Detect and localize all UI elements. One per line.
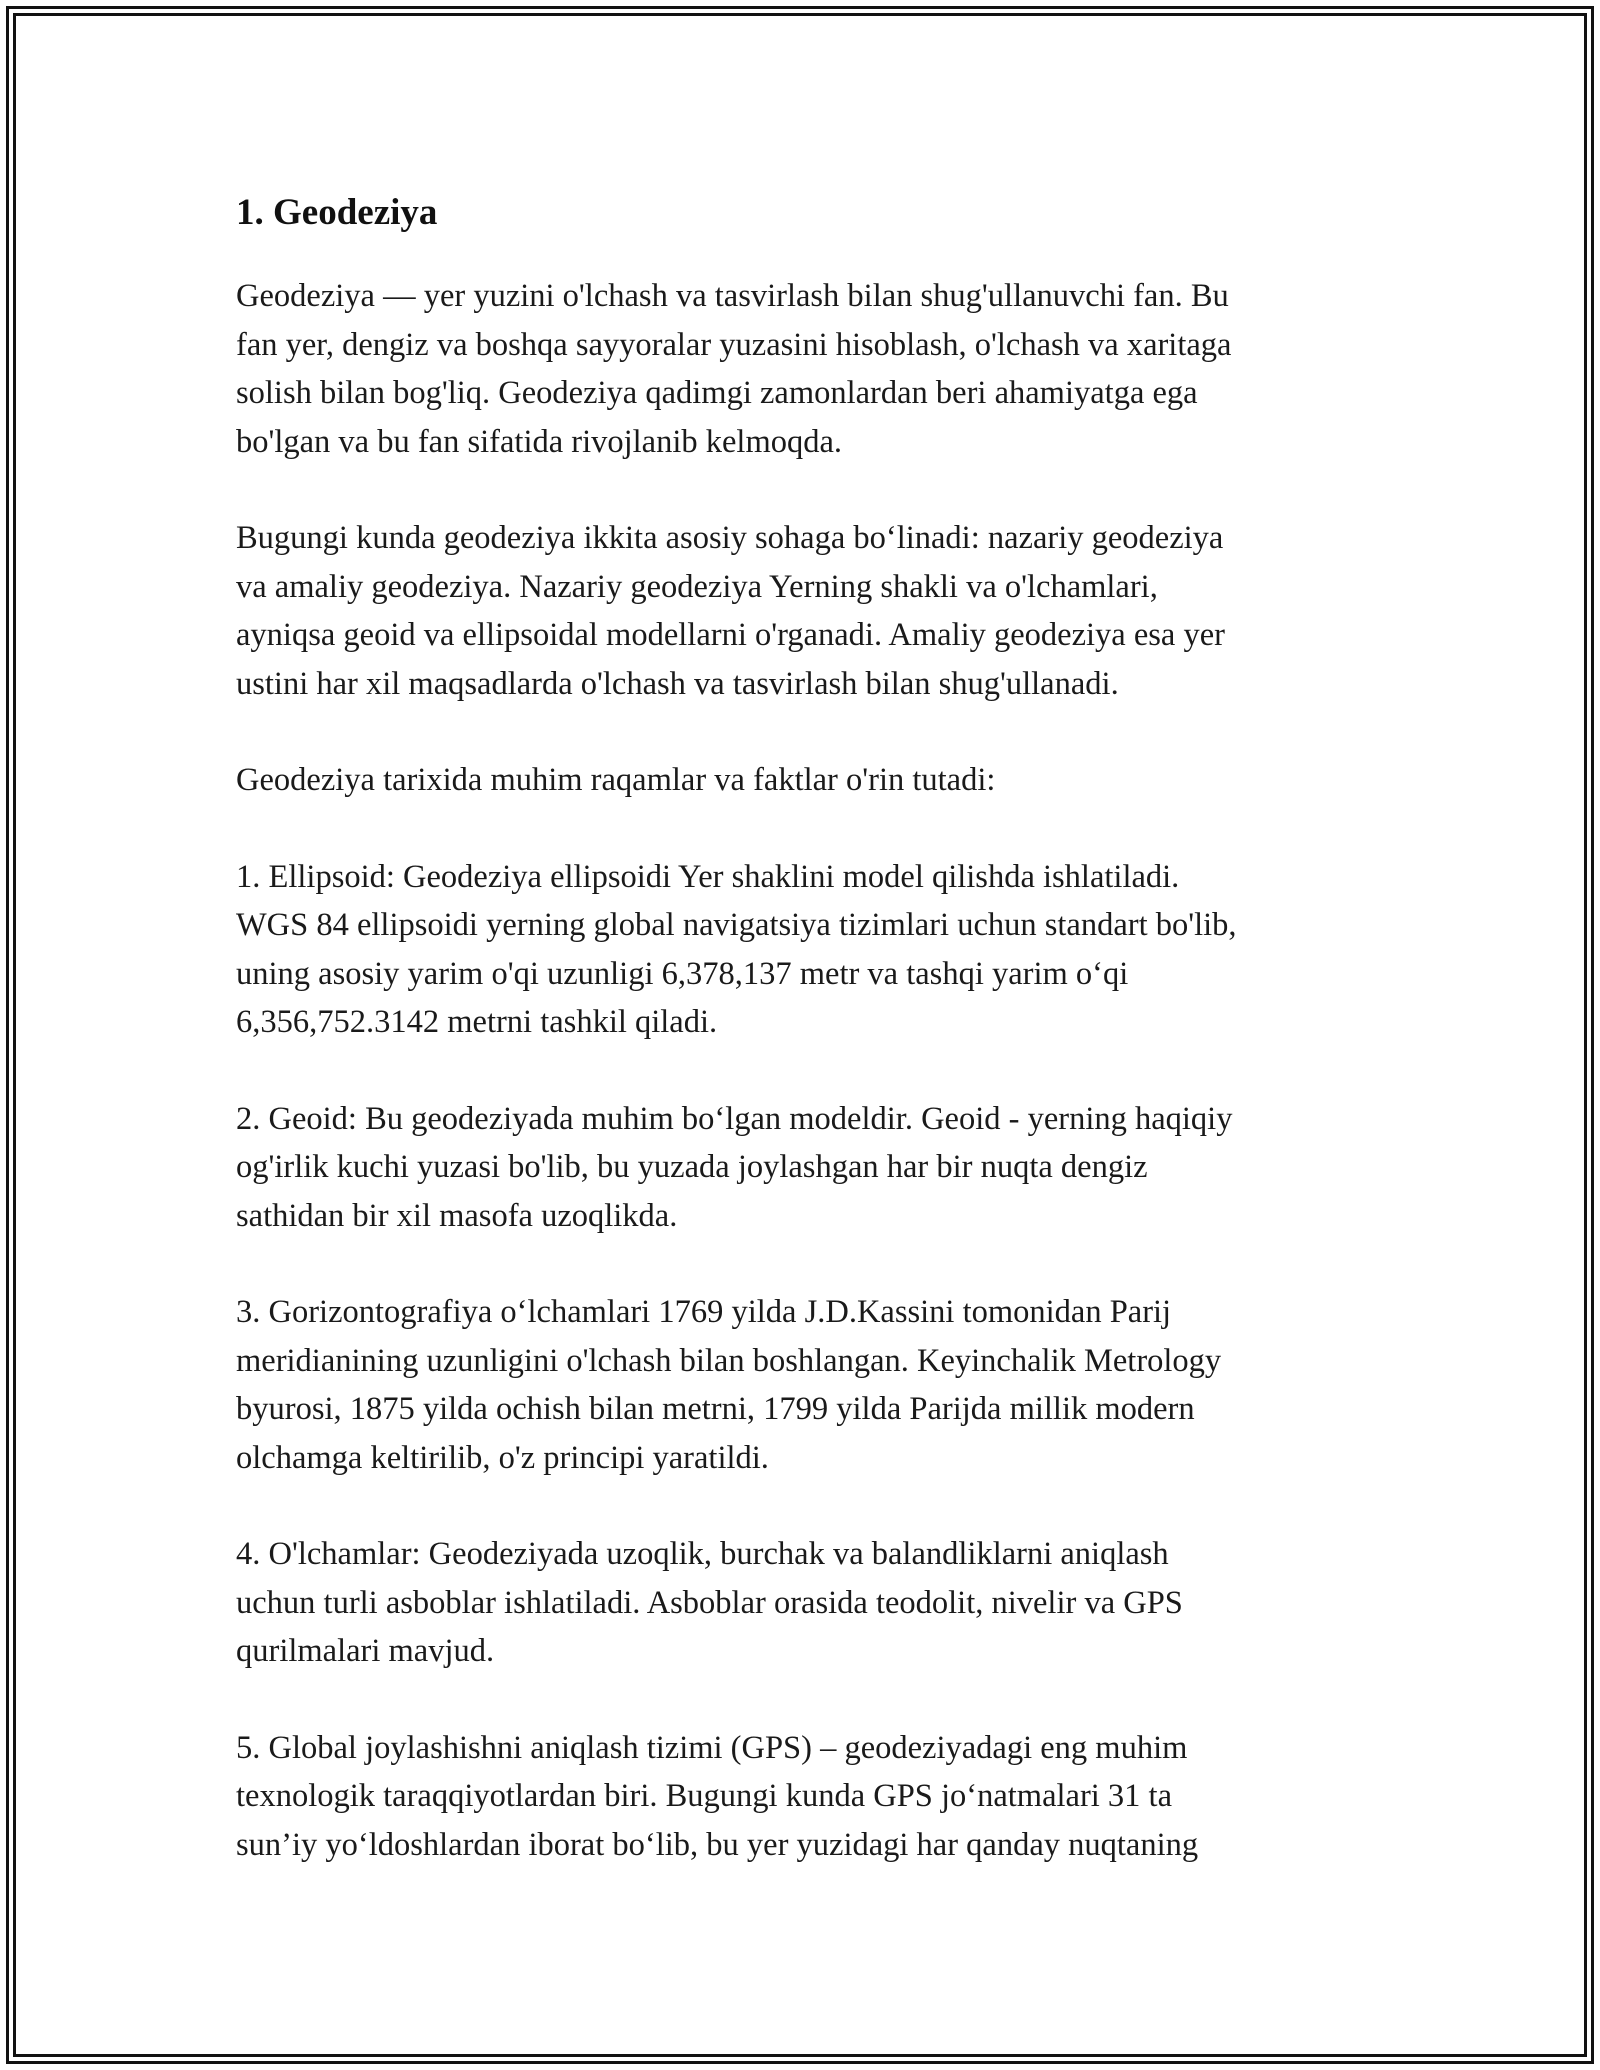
branches-paragraph: Bugungi kunda geodeziya ikkita asosiy sohaga bo‘linadi: nazariy geodeziya va amaliy geodeziya. Nazariy geodeziya Yerning shakli va o'lchamlari, ayniqsa geoid va ellipsoidal modellarni o'rganadi. Amaliy geodeziya esa yer ustini har xil maqsadlarda o'lchash va tasvirlash bilan shug'ullanadi.	[236, 520, 1225, 702]
intro-paragraph: Geodeziya — yer yuzini o'lchash va tasvirlash bilan shug'ullanuvchi fan. Bu fan yer, dengiz va boshqa sayyoralar yuzasini hisoblash, o'lchash va xaritaga solish bilan bog'liq. Geodeziya qadimgi zamonlardan beri ahamiyatga ega bo'lgan va bu fan sifatida rivojlanib kelmoqda.	[236, 278, 1232, 460]
page-title: 1. Geodeziya	[236, 192, 438, 233]
list-item-olchamlar: 4. O'lchamlar: Geodeziyada uzoqlik, burchak va balandliklarni aniqlash uchun turli asboblar ishlatiladi. Asboblar orasida teodolit, nivelir va GPS qurilmalari mavjud.	[236, 1536, 1183, 1669]
list-item-geoid: 2. Geoid: Bu geodeziyada muhim bo‘lgan modeldir. Geoid - yerning haqiqiy og'irlik kuchi yuzasi bo'lib, bu yuzada joylashgan har bir nuqta dengiz sathidan bir xil masofa uzoqlikda.	[236, 1100, 1233, 1234]
history-intro-paragraph: Geodeziya tarixida muhim raqamlar va faktlar o'rin tutadi:	[236, 762, 996, 798]
list-item-gps: 5. Global joylashishni aniqlash tizimi (GPS) – geodeziyadagi eng muhim texnologik taraqqiyotlardan biri. Bugungi kunda GPS jo‘natmalari 31 ta sun’iy yo‘ldoshlardan iborat bo‘lib, bu yer yuzidagi har qanday nuqtaning	[236, 1729, 1199, 1863]
list-item-ellipsoid: 1. Ellipsoid: Geodeziya ellipsoidi Yer shaklini model qilishda ishlatiladi. WGS 84 ellipsoidi yerning global navigatsiya tizimlari uchun standart bo'lib, uning asosiy yarim o'qi uzunligi 6,378,137 metr va tashqi yarim o‘qi 6,356,752.3142 metrni tashkil qiladi.	[236, 858, 1237, 1040]
document-body	[236, 190, 1386, 1917]
list-item-gorizontografiya: 3. Gorizontografiya o‘lchamlari 1769 yilda J.D.Kassini tomonidan Parij meridianining uzunligini o'lchash bilan boshlangan. Keyinchalik Metrology byurosi, 1875 yilda ochish bilan metrni, 1799 yilda Parijda millik modern olchamga keltirilib, o'z principi yaratildi.	[236, 1294, 1222, 1476]
